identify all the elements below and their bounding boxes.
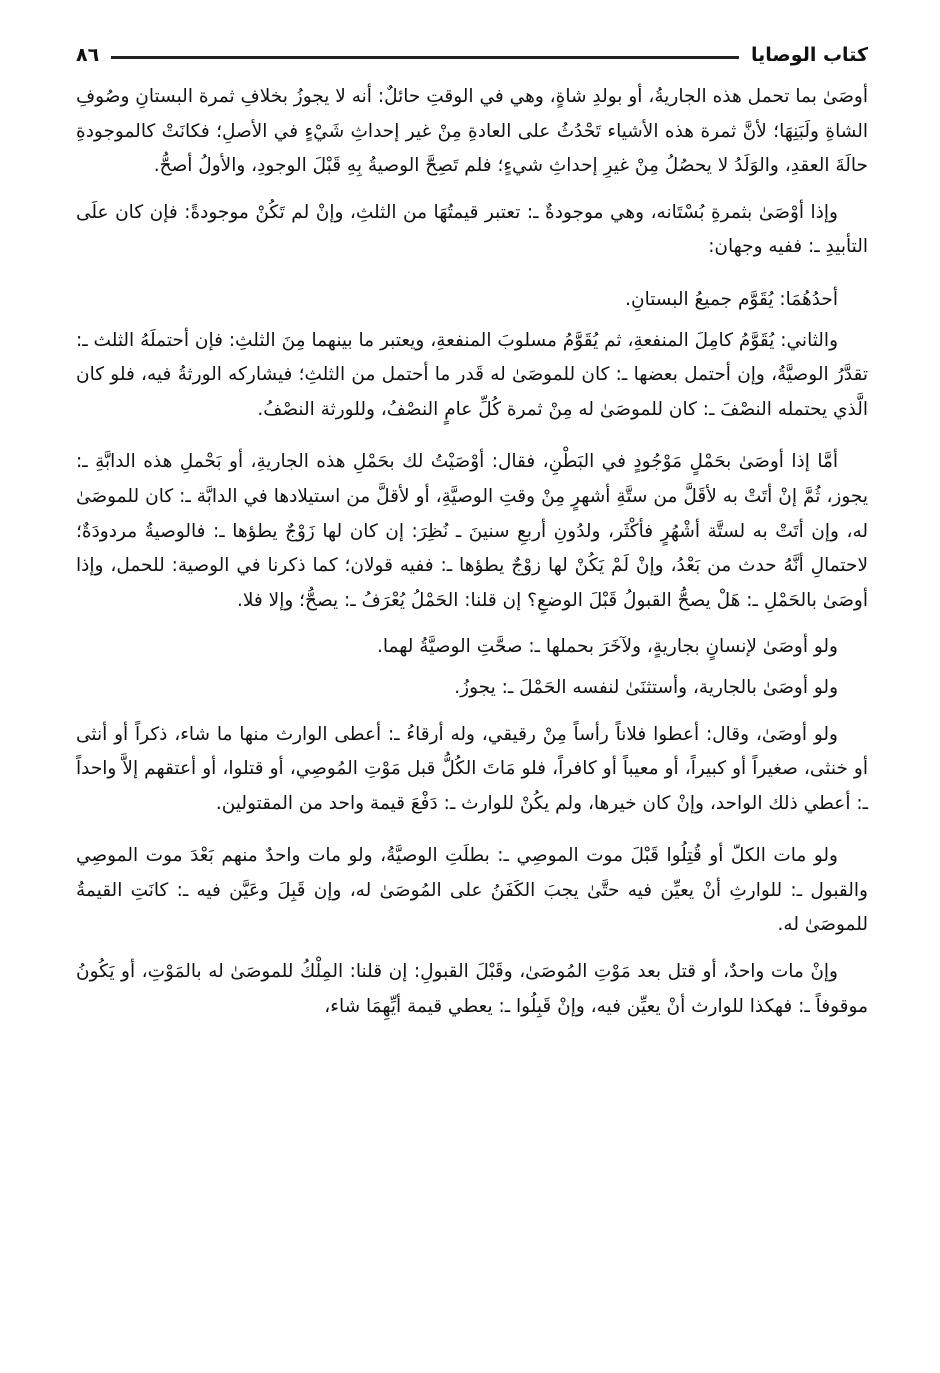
running-title: كتاب الوصايا: [751, 44, 868, 66]
paragraph: أوصَىٰ بما تحمل هذه الجاريةُ، أو بولدِ شاةٍ، وهي في الوقتِ حائلٌ: أنه لا يجوزُ بخلافِ ثمرة البستانِ وصُوفِ الشاةِ ولَبَنِهَا؛ لأنَّ ثمرة هذه الأشياء تَحْدُثُ على العادةِ مِنْ غير إحداثِ شَيْءٍ في الأصلِ؛ فكانَتْ كالموجودةِ حالَةَ العقدِ، والوَلَدُ لا يحصُلُ مِنْ غيرِ إحداثِ شيءٍ؛ فلم تَصِحَّ الوصيةُ بِهِ قَبْلَ الوجودِ، والأولُ أصحُّ.: [76, 86, 868, 177]
header-rule: [111, 56, 739, 59]
paragraph: وإذا أوْصَىٰ بثمرةِ بُسْتَانه، وهي موجودةٌ ـ: تعتبر قيمتُهَا من الثلثِ، وإنْ لم تَكُنْ موجودةً: فإن كان علَى التأبيدِ ـ: ففيه وجهان:: [76, 201, 868, 258]
paragraph: ولو أوصَىٰ بالجارية، وأستثنَىٰ لنفسه الحَمْلَ ـ: يجوزُ.: [454, 676, 838, 698]
paragraph: أحدُهُمَا: يُقَوَّم جميعُ البستانِ.: [625, 288, 838, 310]
page-body: [76, 80, 868, 1024]
paragraph: ولو أوصَىٰ، وقال: أعطوا فلاناً رأساً مِنْ رقيقي، وله أرقاءُ ـ: أعطى الوارث منها ما شاء، ذكراً أو أنثى أو خنثى، صغيراً أو كبيراً، أو معيباً أو كافراً، فلو مَاتَ الكُلُّ قبل مَوْتِ المُوصِي، أو قتلوا، أو أعتقهم إلاَّ واحداً ـ: أعطي ذلك الواحد، وإنْ كان خيرها، ولم يكُنْ للوارث ـ: دَفْعَ قيمة واحد من المقتولين.: [76, 723, 868, 814]
paragraph: ولو أوصَىٰ لإنسانٍ بجاريةٍ، ولآخَرَ بحملها ـ: صحَّتِ الوصيَّةُ لهما.: [377, 636, 838, 658]
paragraph: وإنْ مات واحدٌ، أو قتل بعد مَوْتِ المُوصَىٰ، وقَبْلَ القبولِ: إن قلنا: المِلْكُ للموصَىٰ له بالمَوْتِ، أو يَكُونُ موقوفاً ـ: فهكذا للوارث أنْ يعيِّن فيه، وإنْ قَبِلُوا ـ: يعطي قيمة أيِّهِمَا شاء،: [76, 961, 868, 1017]
paragraph: أمَّا إذا أوصَىٰ بحَمْلٍ مَوْجُودٍ في البَطْنِ، فقال: أوْصَيْتُ لك بحَمْلِ هذه الجاريةِ، أو بَحْملِ هذه الدابَّةِ ـ: يجوز، ثُمَّ إنْ أتَتْ به لأقَلَّ من ستَّةِ أشهرٍ مِنْ وقتِ الوصيَّةِ، أو لأقلَّ من استيلادها في الدابَّة ـ: كان للموصَىٰ له، وإن أتَتْ به لستَّة أشْهُرٍ فأكْثَر، ولدُونِ أربعِ سنينَ ـ نُظِرَ: إن كان لها زَوْجٌ يطؤها ـ: فالوصيةُ مردودَةٌ؛ لاحتمالِ أنَّهُ حدث من بَعْدُ، وإنْ لَمْ يَكُنْ لها زوْجٌ يطؤها ـ: ففيه قولان؛ كما ذكرنا في الوصية: للحمل، وإذا أوصَىٰ بالحَمْلِ ـ: هَلْ يصحُّ القبولُ قَبْلَ الوضعِ؟ إن قلنا: الحَمْلُ يُعْرَفُ ـ: يصحُّ؛ وإلا فلا.: [76, 451, 868, 611]
page-header: [76, 38, 868, 72]
page-number: ٨٦: [76, 44, 100, 66]
paragraph: ولو مات الكلّ أو قُتِلُوا قَبْلَ موت الموصِي ـ: بطلَتِ الوصيَّةُ، ولو مات واحدٌ منهم بَعْدَ موت الموصِي والقبول ـ: للوارثِ أنْ يعيِّن فيه حتَّىٰ يجبَ الكَفَنُ على المُوصَىٰ له، وإن قَبِلَ وعَيَّن فيه ـ: كانَتِ القيمةُ للموصَىٰ له.: [76, 845, 868, 936]
paragraph: والثاني: يُقَوَّمُ كامِلَ المنفعةِ، ثم يُقَوَّمُ مسلوبَ المنفعةِ، ويعتبر ما بينهما مِنَ الثلثِ: فإن أحتملَهُ الثلث ـ: تقدَّرُ الوصيَّةُ، وإن أحتمل بعضها ـ: كان للموصَىٰ له قَدر ما أحتمل من الثلثِ؛ فيشاركه الورثةُ فيه، فلو كان الَّذي يحتمله النصْفَ ـ: كان للموصَىٰ له مِنْ ثمرة كُلِّ عامٍ النصْفُ، وللورثة النصْفُ.: [76, 329, 868, 420]
